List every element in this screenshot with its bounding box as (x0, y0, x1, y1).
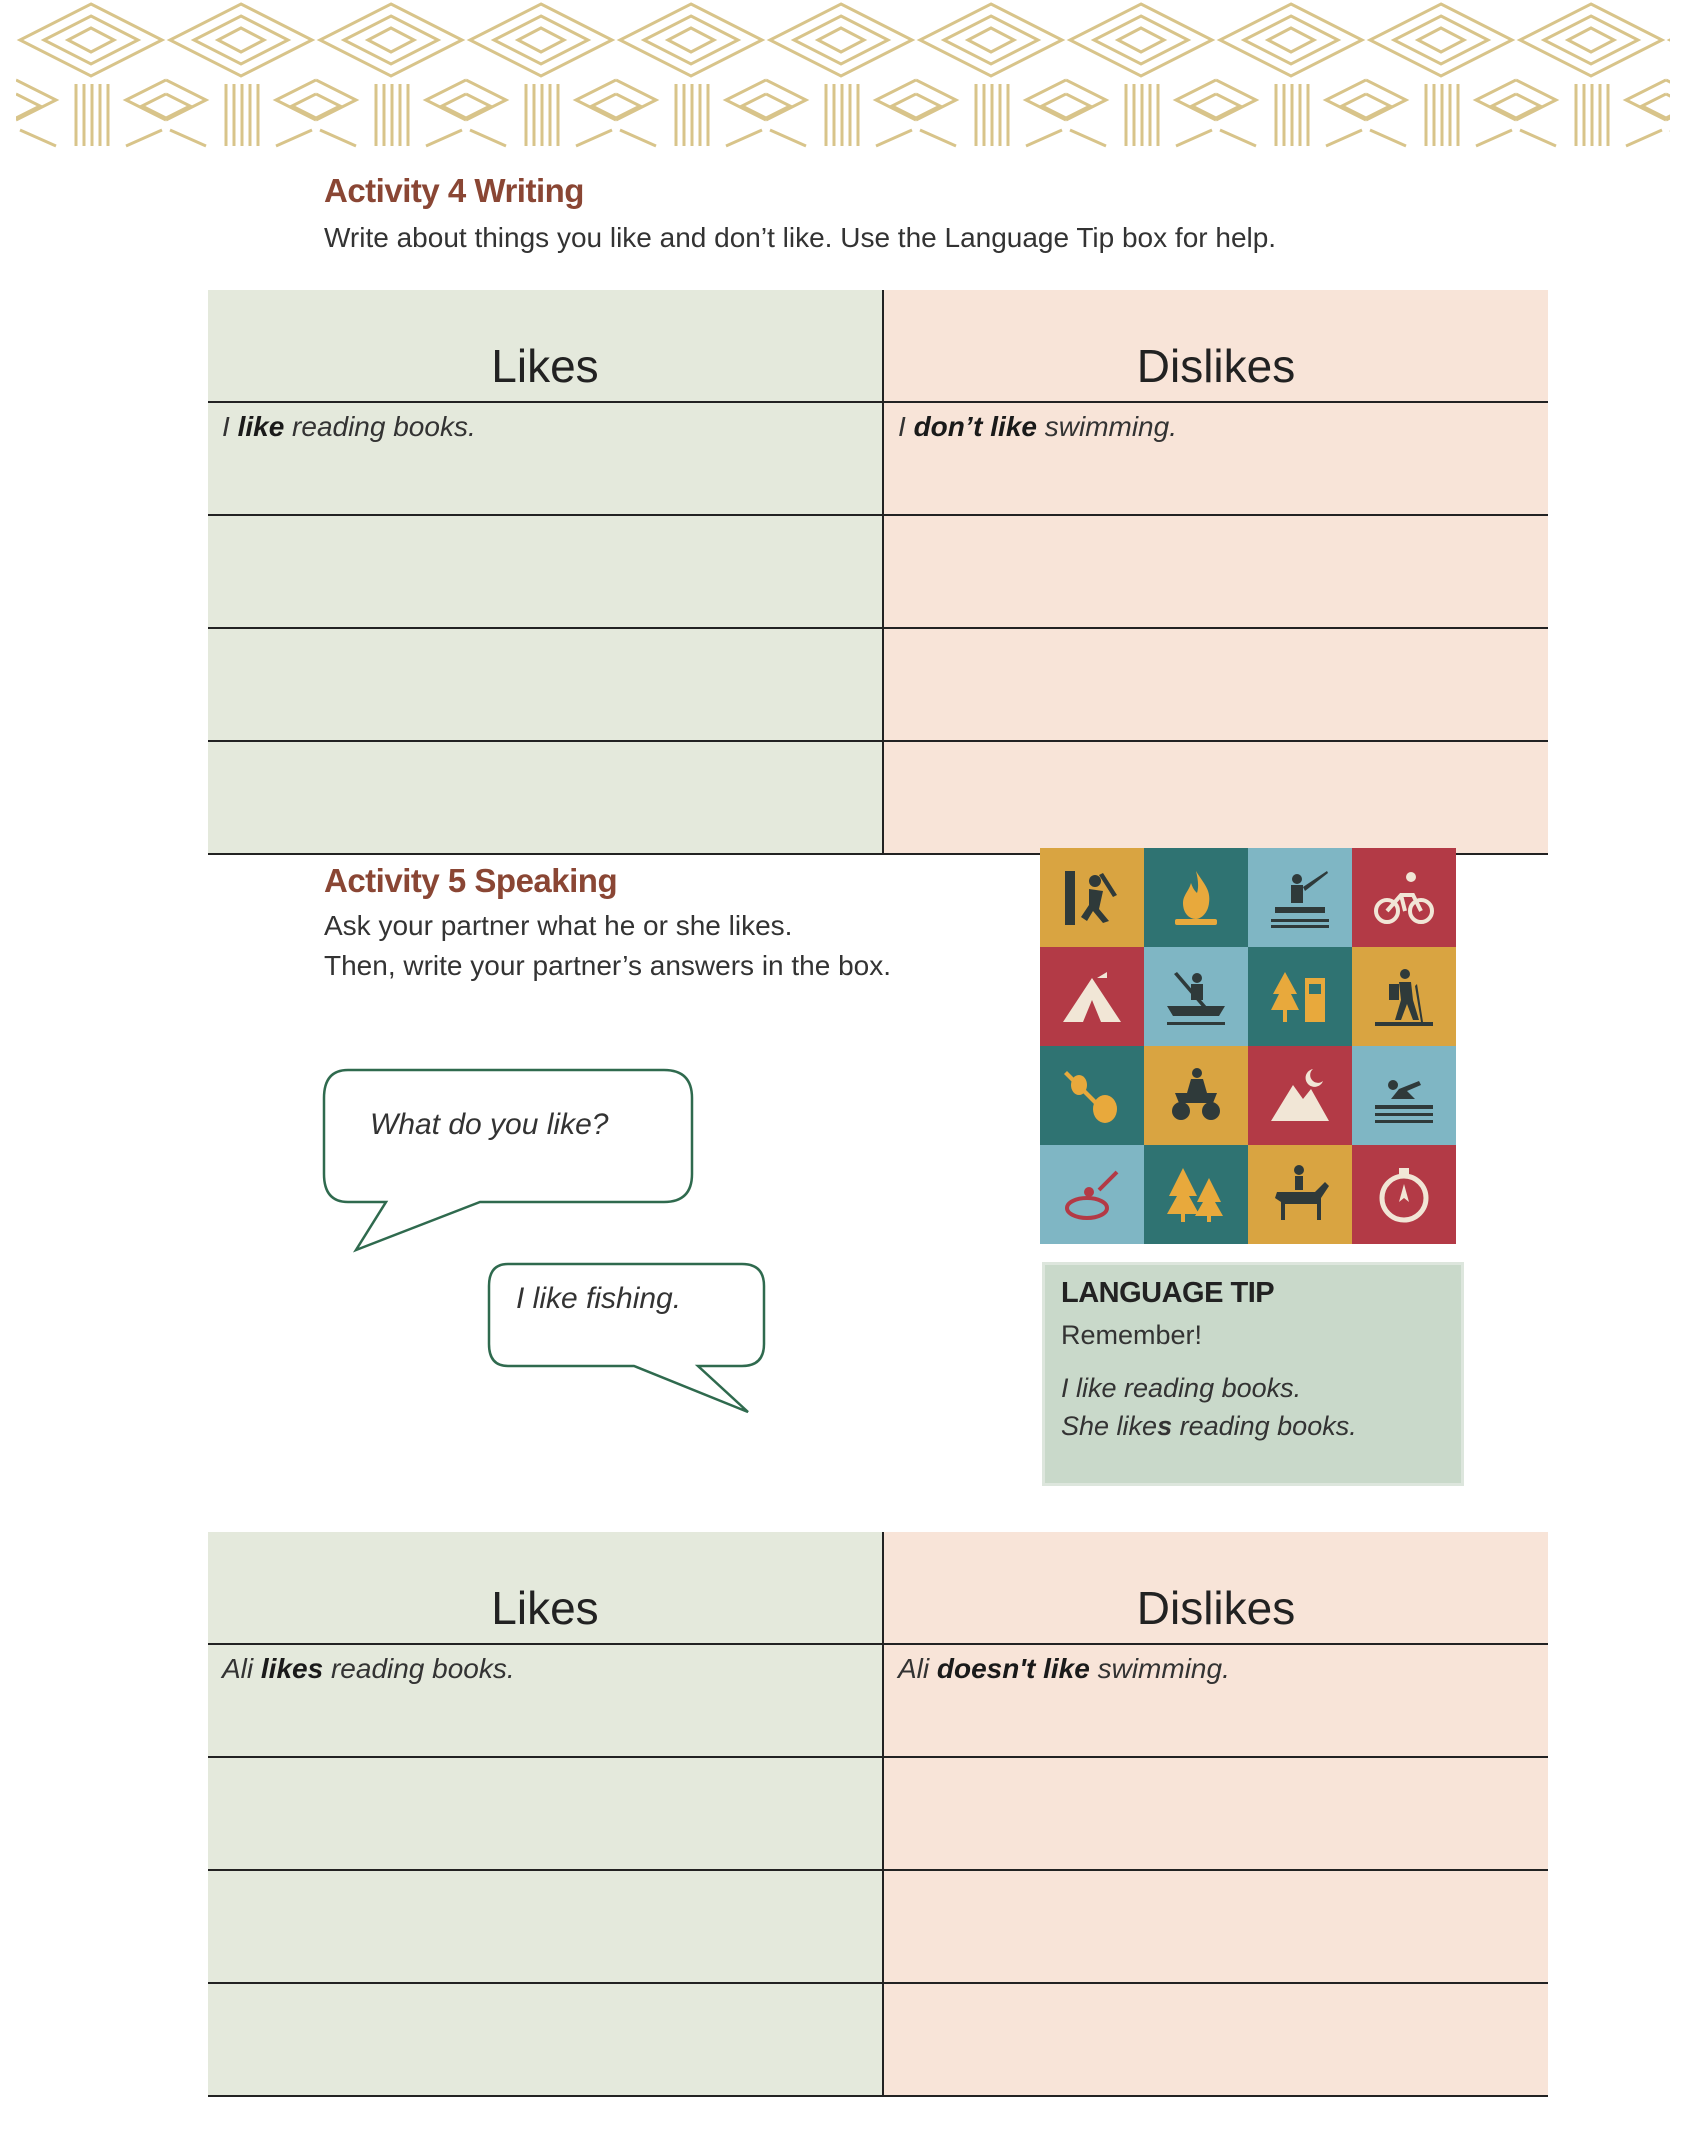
table-row (208, 1983, 1548, 2096)
activity4-likes-dislikes-table (208, 290, 1548, 855)
cycling-icon (1352, 848, 1456, 947)
example-verb: likes (260, 1653, 324, 1684)
compass-icon (1352, 1145, 1456, 1244)
activity5-instruction-line2: Then, write your partner’s answers in the box. (324, 950, 892, 981)
dislikes-header: Dislikes (883, 1532, 1548, 1644)
like-cell[interactable] (208, 1644, 883, 1757)
table-row (208, 1757, 1548, 1870)
swimming-icon (1352, 1046, 1456, 1145)
tip-line2-bold: s (1157, 1411, 1173, 1441)
table-row (208, 515, 1548, 628)
like-cell[interactable] (208, 402, 883, 515)
dislike-cell[interactable] (883, 1870, 1548, 1983)
speech-bubble-answer (486, 1262, 772, 1418)
table-row (208, 1870, 1548, 1983)
bubble-answer-text: I like fishing. (516, 1282, 682, 1315)
example-verb: doesn't like (936, 1653, 1090, 1684)
atv-icon (1144, 1046, 1248, 1145)
activity4-heading: Activity 4 Writing (324, 172, 584, 209)
rafting-icon (1040, 1145, 1144, 1244)
table-row (208, 628, 1548, 741)
tip-line2-prefix: She like (1061, 1411, 1158, 1441)
dislikes-header: Dislikes (883, 290, 1548, 402)
marshmallow-icon (1040, 1046, 1144, 1145)
language-tip-subtitle: Remember! (1061, 1320, 1203, 1350)
pine-trees-icon (1144, 1145, 1248, 1244)
tent-icon (1040, 947, 1144, 1046)
likes-header: Likes (208, 290, 883, 402)
example-rest: reading books. (292, 411, 476, 442)
activity4-instruction: Write about things you like and don’t like. Use the Language Tip box for help. (324, 222, 1277, 253)
example-rest: reading books. (330, 1653, 515, 1684)
mountain-night-icon (1248, 1046, 1352, 1145)
example-subject: I (222, 411, 230, 442)
activity5-instruction-line1: Ask your partner what he or she likes. (324, 910, 793, 941)
dislike-cell[interactable] (883, 402, 1548, 515)
example-verb: like (237, 411, 285, 442)
dislike-cell[interactable] (883, 741, 1548, 854)
activity5-likes-dislikes-table (208, 1532, 1548, 2097)
language-tip-line1: I like reading books. (1061, 1373, 1302, 1403)
campfire-icon (1144, 848, 1248, 947)
example-rest: swimming. (1097, 1653, 1230, 1684)
likes-header: Likes (208, 1532, 883, 1644)
canoe-icon (1144, 947, 1248, 1046)
example-rest: swimming. (1044, 411, 1177, 442)
fishing-icon (1248, 848, 1352, 947)
example-subject: I (898, 411, 906, 442)
table-row (208, 1644, 1548, 1757)
climbing-icon (1040, 848, 1144, 947)
like-cell[interactable] (208, 628, 883, 741)
like-cell[interactable] (208, 1983, 883, 2096)
dislike-cell[interactable] (883, 515, 1548, 628)
example-subject: Ali (898, 1653, 930, 1684)
hiking-icon (1352, 947, 1456, 1046)
horse-riding-icon (1248, 1145, 1352, 1244)
table-row (208, 402, 1548, 515)
bubble-question-text: What do you like? (370, 1108, 609, 1141)
dislike-cell[interactable] (883, 1644, 1548, 1757)
language-tip-line2 (1061, 1407, 1445, 1445)
forest-icon (1248, 947, 1352, 1046)
like-cell[interactable] (208, 1870, 883, 1983)
like-cell[interactable] (208, 741, 883, 854)
activities-icon-grid (1040, 848, 1456, 1244)
speech-bubble-question (320, 1068, 700, 1258)
activity5-heading: Activity 5 Speaking (324, 862, 618, 899)
like-cell[interactable] (208, 515, 883, 628)
language-tip-box (1042, 1262, 1464, 1486)
tip-line2-suffix: reading books. (1172, 1411, 1357, 1441)
example-subject: Ali (222, 1653, 254, 1684)
dislike-cell[interactable] (883, 1983, 1548, 2096)
like-cell[interactable] (208, 1757, 883, 1870)
table-row (208, 741, 1548, 854)
language-tip-title: LANGUAGE TIP (1061, 1277, 1275, 1309)
dislike-cell[interactable] (883, 628, 1548, 741)
dislike-cell[interactable] (883, 1757, 1548, 1870)
example-verb: don’t like (913, 411, 1037, 442)
decorative-banner (16, 0, 1670, 148)
